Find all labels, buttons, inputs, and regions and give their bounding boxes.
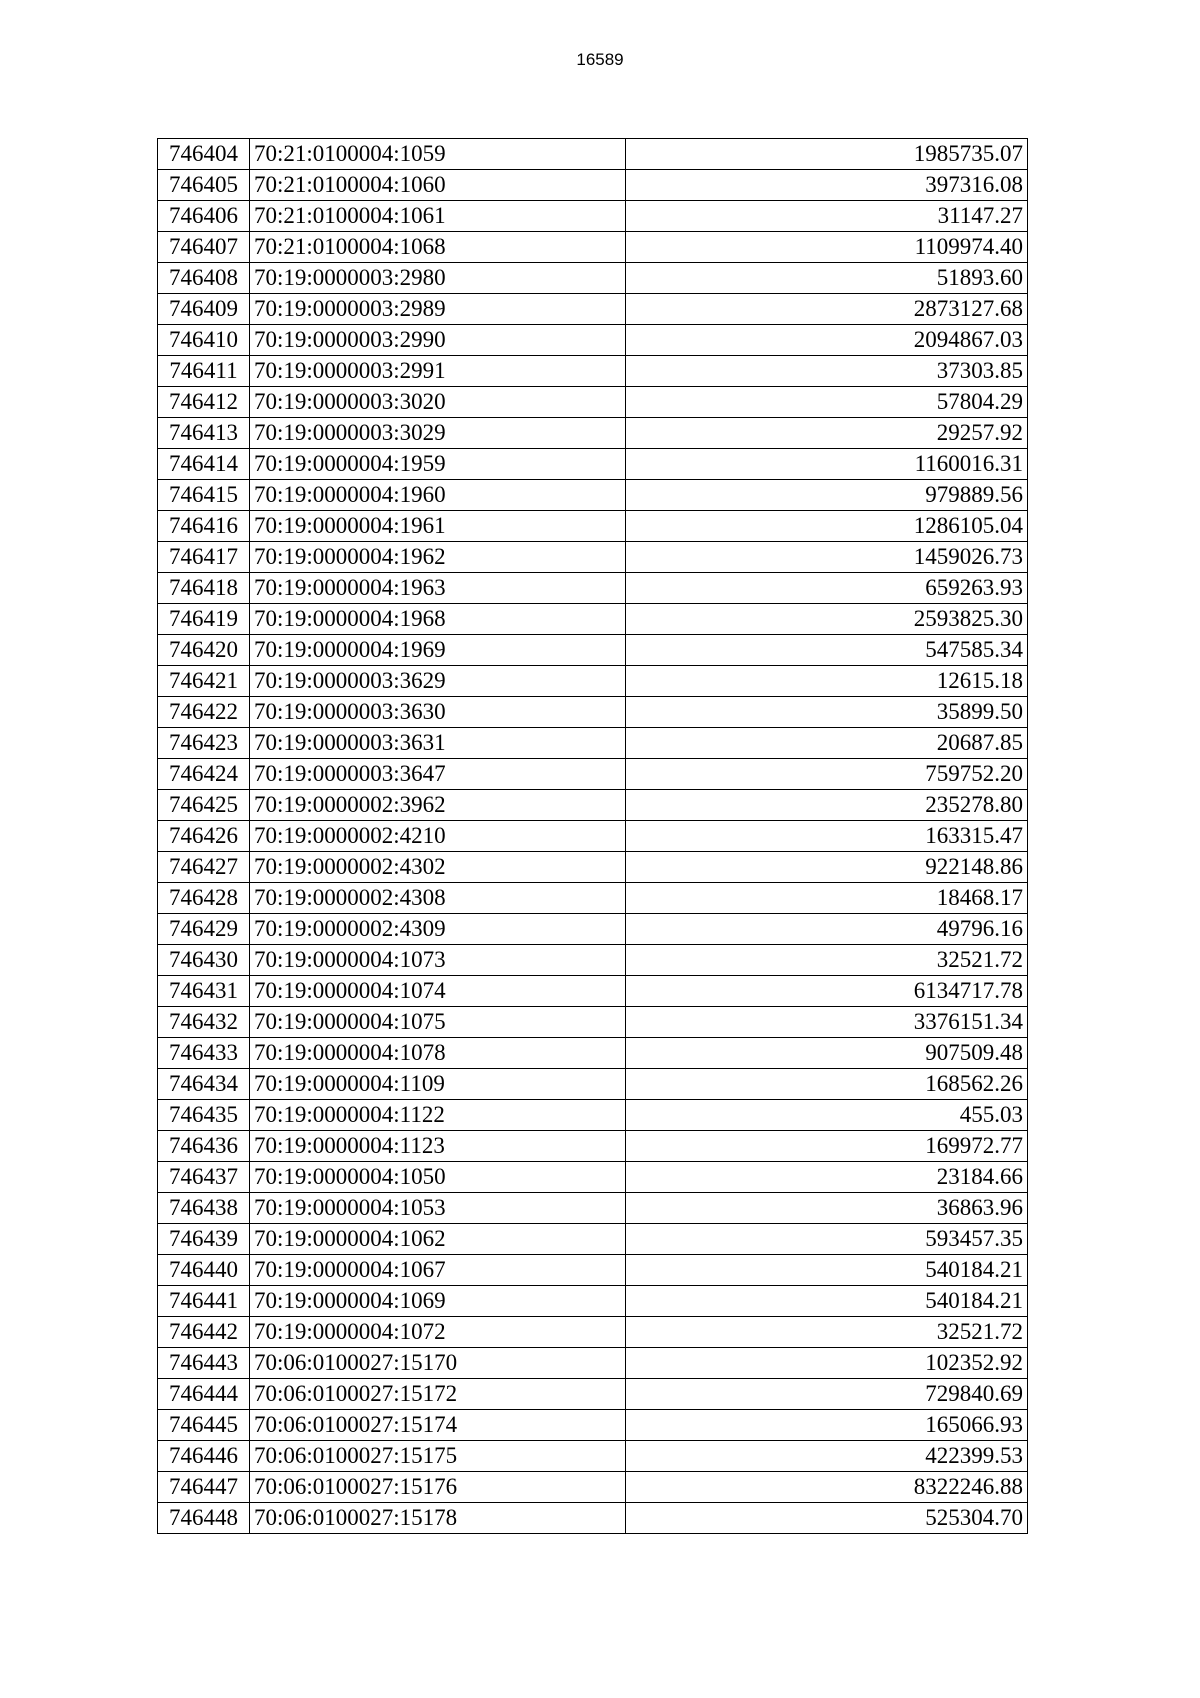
row-number-cell: 746443 xyxy=(158,1348,250,1379)
row-number-cell: 746447 xyxy=(158,1472,250,1503)
cadastral-value-cell: 163315.47 xyxy=(626,821,1028,852)
table-row xyxy=(158,232,1028,263)
table-row xyxy=(158,790,1028,821)
table-row xyxy=(158,1317,1028,1348)
cadastral-number-cell: 70:19:0000003:3647 xyxy=(250,759,626,790)
table-row xyxy=(158,201,1028,232)
table-row xyxy=(158,1348,1028,1379)
cadastral-value-cell: 397316.08 xyxy=(626,170,1028,201)
table-row xyxy=(158,759,1028,790)
cadastral-value-cell: 37303.85 xyxy=(626,356,1028,387)
table-row xyxy=(158,294,1028,325)
cadastral-number-cell: 70:06:0100027:15170 xyxy=(250,1348,626,1379)
cadastral-value-cell: 6134717.78 xyxy=(626,976,1028,1007)
row-number-cell: 746440 xyxy=(158,1255,250,1286)
row-number-cell: 746416 xyxy=(158,511,250,542)
cadastral-number-cell: 70:19:0000004:1109 xyxy=(250,1069,626,1100)
cadastral-value-cell: 32521.72 xyxy=(626,1317,1028,1348)
cadastral-value-cell: 547585.34 xyxy=(626,635,1028,666)
table-row xyxy=(158,449,1028,480)
cadastral-number-cell: 70:19:0000003:3629 xyxy=(250,666,626,697)
table-row xyxy=(158,170,1028,201)
row-number-cell: 746428 xyxy=(158,883,250,914)
table-row xyxy=(158,821,1028,852)
cadastral-number-cell: 70:06:0100027:15172 xyxy=(250,1379,626,1410)
table-row xyxy=(158,945,1028,976)
cadastral-value-cell: 759752.20 xyxy=(626,759,1028,790)
table-row xyxy=(158,666,1028,697)
cadastral-value-cell: 102352.92 xyxy=(626,1348,1028,1379)
cadastral-value-table xyxy=(157,138,1028,1534)
row-number-cell: 746417 xyxy=(158,542,250,573)
table-row xyxy=(158,1038,1028,1069)
cadastral-value-cell: 31147.27 xyxy=(626,201,1028,232)
cadastral-number-cell: 70:19:0000002:4309 xyxy=(250,914,626,945)
table-row xyxy=(158,139,1028,170)
cadastral-number-cell: 70:19:0000002:4308 xyxy=(250,883,626,914)
row-number-cell: 746411 xyxy=(158,356,250,387)
cadastral-number-cell: 70:21:0100004:1059 xyxy=(250,139,626,170)
row-number-cell: 746413 xyxy=(158,418,250,449)
cadastral-number-cell: 70:19:0000003:3630 xyxy=(250,697,626,728)
table-row xyxy=(158,914,1028,945)
cadastral-number-cell: 70:19:0000003:2991 xyxy=(250,356,626,387)
cadastral-value-cell: 235278.80 xyxy=(626,790,1028,821)
cadastral-value-cell: 422399.53 xyxy=(626,1441,1028,1472)
table-row xyxy=(158,263,1028,294)
cadastral-value-cell: 12615.18 xyxy=(626,666,1028,697)
cadastral-number-cell: 70:19:0000004:1969 xyxy=(250,635,626,666)
cadastral-number-cell: 70:19:0000003:2989 xyxy=(250,294,626,325)
table-row xyxy=(158,1286,1028,1317)
row-number-cell: 746418 xyxy=(158,573,250,604)
cadastral-number-cell: 70:19:0000004:1122 xyxy=(250,1100,626,1131)
row-number-cell: 746420 xyxy=(158,635,250,666)
cadastral-number-cell: 70:19:0000004:1963 xyxy=(250,573,626,604)
table-row xyxy=(158,1472,1028,1503)
row-number-cell: 746405 xyxy=(158,170,250,201)
row-number-cell: 746429 xyxy=(158,914,250,945)
cadastral-number-cell: 70:19:0000004:1074 xyxy=(250,976,626,1007)
row-number-cell: 746421 xyxy=(158,666,250,697)
row-number-cell: 746441 xyxy=(158,1286,250,1317)
table-row xyxy=(158,1224,1028,1255)
cadastral-value-cell: 979889.56 xyxy=(626,480,1028,511)
cadastral-number-cell: 70:19:0000004:1078 xyxy=(250,1038,626,1069)
cadastral-value-cell: 593457.35 xyxy=(626,1224,1028,1255)
table-row xyxy=(158,325,1028,356)
cadastral-value-cell: 35899.50 xyxy=(626,697,1028,728)
cadastral-value-cell: 57804.29 xyxy=(626,387,1028,418)
cadastral-value-cell: 51893.60 xyxy=(626,263,1028,294)
cadastral-number-cell: 70:19:0000004:1962 xyxy=(250,542,626,573)
cadastral-value-cell: 2873127.68 xyxy=(626,294,1028,325)
table-row xyxy=(158,1441,1028,1472)
cadastral-number-cell: 70:19:0000004:1050 xyxy=(250,1162,626,1193)
table-row xyxy=(158,1255,1028,1286)
table-row xyxy=(158,1100,1028,1131)
row-number-cell: 746433 xyxy=(158,1038,250,1069)
cadastral-number-cell: 70:19:0000004:1073 xyxy=(250,945,626,976)
cadastral-number-cell: 70:19:0000003:2990 xyxy=(250,325,626,356)
row-number-cell: 746431 xyxy=(158,976,250,1007)
cadastral-value-cell: 540184.21 xyxy=(626,1255,1028,1286)
table-row xyxy=(158,573,1028,604)
cadastral-number-cell: 70:21:0100004:1068 xyxy=(250,232,626,263)
cadastral-number-cell: 70:19:0000004:1053 xyxy=(250,1193,626,1224)
cadastral-number-cell: 70:19:0000004:1123 xyxy=(250,1131,626,1162)
table-row xyxy=(158,1131,1028,1162)
row-number-cell: 746406 xyxy=(158,201,250,232)
cadastral-value-cell: 165066.93 xyxy=(626,1410,1028,1441)
table-row xyxy=(158,728,1028,759)
cadastral-number-cell: 70:19:0000003:3631 xyxy=(250,728,626,759)
cadastral-value-cell: 20687.85 xyxy=(626,728,1028,759)
cadastral-value-cell: 2593825.30 xyxy=(626,604,1028,635)
table-row xyxy=(158,635,1028,666)
table-row xyxy=(158,542,1028,573)
table-row xyxy=(158,356,1028,387)
cadastral-value-cell: 3376151.34 xyxy=(626,1007,1028,1038)
row-number-cell: 746408 xyxy=(158,263,250,294)
cadastral-value-cell: 169972.77 xyxy=(626,1131,1028,1162)
table-row xyxy=(158,1410,1028,1441)
table-row xyxy=(158,418,1028,449)
table-row xyxy=(158,697,1028,728)
cadastral-number-cell: 70:06:0100027:15176 xyxy=(250,1472,626,1503)
cadastral-number-cell: 70:06:0100027:15174 xyxy=(250,1410,626,1441)
table-row xyxy=(158,852,1028,883)
cadastral-number-cell: 70:06:0100027:15178 xyxy=(250,1503,626,1534)
row-number-cell: 746439 xyxy=(158,1224,250,1255)
row-number-cell: 746424 xyxy=(158,759,250,790)
row-number-cell: 746438 xyxy=(158,1193,250,1224)
row-number-cell: 746419 xyxy=(158,604,250,635)
row-number-cell: 746425 xyxy=(158,790,250,821)
cadastral-number-cell: 70:06:0100027:15175 xyxy=(250,1441,626,1472)
cadastral-value-cell: 168562.26 xyxy=(626,1069,1028,1100)
cadastral-value-cell: 29257.92 xyxy=(626,418,1028,449)
cadastral-number-cell: 70:19:0000003:3020 xyxy=(250,387,626,418)
table-row xyxy=(158,1193,1028,1224)
row-number-cell: 746410 xyxy=(158,325,250,356)
row-number-cell: 746423 xyxy=(158,728,250,759)
table-row xyxy=(158,387,1028,418)
cadastral-number-cell: 70:19:0000002:3962 xyxy=(250,790,626,821)
row-number-cell: 746435 xyxy=(158,1100,250,1131)
table-row xyxy=(158,1162,1028,1193)
cadastral-number-cell: 70:19:0000004:1075 xyxy=(250,1007,626,1038)
cadastral-value-cell: 907509.48 xyxy=(626,1038,1028,1069)
table-row xyxy=(158,1379,1028,1410)
row-number-cell: 746436 xyxy=(158,1131,250,1162)
cadastral-value-cell: 2094867.03 xyxy=(626,325,1028,356)
cadastral-number-cell: 70:19:0000004:1069 xyxy=(250,1286,626,1317)
row-number-cell: 746414 xyxy=(158,449,250,480)
cadastral-number-cell: 70:19:0000003:3029 xyxy=(250,418,626,449)
cadastral-value-cell: 32521.72 xyxy=(626,945,1028,976)
cadastral-value-cell: 540184.21 xyxy=(626,1286,1028,1317)
row-number-cell: 746426 xyxy=(158,821,250,852)
cadastral-value-cell: 659263.93 xyxy=(626,573,1028,604)
row-number-cell: 746437 xyxy=(158,1162,250,1193)
row-number-cell: 746415 xyxy=(158,480,250,511)
row-number-cell: 746446 xyxy=(158,1441,250,1472)
table-body xyxy=(158,139,1028,1534)
table-row xyxy=(158,1007,1028,1038)
table-row xyxy=(158,1503,1028,1534)
row-number-cell: 746404 xyxy=(158,139,250,170)
table-row xyxy=(158,511,1028,542)
cadastral-value-cell: 525304.70 xyxy=(626,1503,1028,1534)
cadastral-value-cell: 729840.69 xyxy=(626,1379,1028,1410)
row-number-cell: 746445 xyxy=(158,1410,250,1441)
cadastral-number-cell: 70:21:0100004:1060 xyxy=(250,170,626,201)
table-row xyxy=(158,1069,1028,1100)
table-row xyxy=(158,976,1028,1007)
cadastral-number-cell: 70:19:0000003:2980 xyxy=(250,263,626,294)
cadastral-value-cell: 922148.86 xyxy=(626,852,1028,883)
cadastral-value-cell: 1160016.31 xyxy=(626,449,1028,480)
cadastral-number-cell: 70:19:0000002:4302 xyxy=(250,852,626,883)
cadastral-value-cell: 1459026.73 xyxy=(626,542,1028,573)
table-row xyxy=(158,480,1028,511)
cadastral-number-cell: 70:19:0000004:1959 xyxy=(250,449,626,480)
row-number-cell: 746409 xyxy=(158,294,250,325)
row-number-cell: 746422 xyxy=(158,697,250,728)
cadastral-value-cell: 8322246.88 xyxy=(626,1472,1028,1503)
cadastral-number-cell: 70:19:0000004:1062 xyxy=(250,1224,626,1255)
cadastral-value-cell: 455.03 xyxy=(626,1100,1028,1131)
cadastral-value-cell: 1985735.07 xyxy=(626,139,1028,170)
cadastral-number-cell: 70:21:0100004:1061 xyxy=(250,201,626,232)
cadastral-value-cell: 36863.96 xyxy=(626,1193,1028,1224)
cadastral-value-cell: 49796.16 xyxy=(626,914,1028,945)
row-number-cell: 746434 xyxy=(158,1069,250,1100)
cadastral-number-cell: 70:19:0000004:1960 xyxy=(250,480,626,511)
cadastral-value-cell: 23184.66 xyxy=(626,1162,1028,1193)
cadastral-number-cell: 70:19:0000004:1072 xyxy=(250,1317,626,1348)
cadastral-number-cell: 70:19:0000004:1961 xyxy=(250,511,626,542)
cadastral-value-cell: 18468.17 xyxy=(626,883,1028,914)
row-number-cell: 746427 xyxy=(158,852,250,883)
row-number-cell: 746432 xyxy=(158,1007,250,1038)
row-number-cell: 746444 xyxy=(158,1379,250,1410)
cadastral-value-cell: 1286105.04 xyxy=(626,511,1028,542)
row-number-cell: 746407 xyxy=(158,232,250,263)
row-number-cell: 746412 xyxy=(158,387,250,418)
row-number-cell: 746448 xyxy=(158,1503,250,1534)
row-number-cell: 746430 xyxy=(158,945,250,976)
cadastral-number-cell: 70:19:0000002:4210 xyxy=(250,821,626,852)
row-number-cell: 746442 xyxy=(158,1317,250,1348)
table-row xyxy=(158,883,1028,914)
cadastral-value-cell: 1109974.40 xyxy=(626,232,1028,263)
cadastral-number-cell: 70:19:0000004:1968 xyxy=(250,604,626,635)
page-number: 16589 xyxy=(576,50,624,69)
cadastral-number-cell: 70:19:0000004:1067 xyxy=(250,1255,626,1286)
table-row xyxy=(158,604,1028,635)
